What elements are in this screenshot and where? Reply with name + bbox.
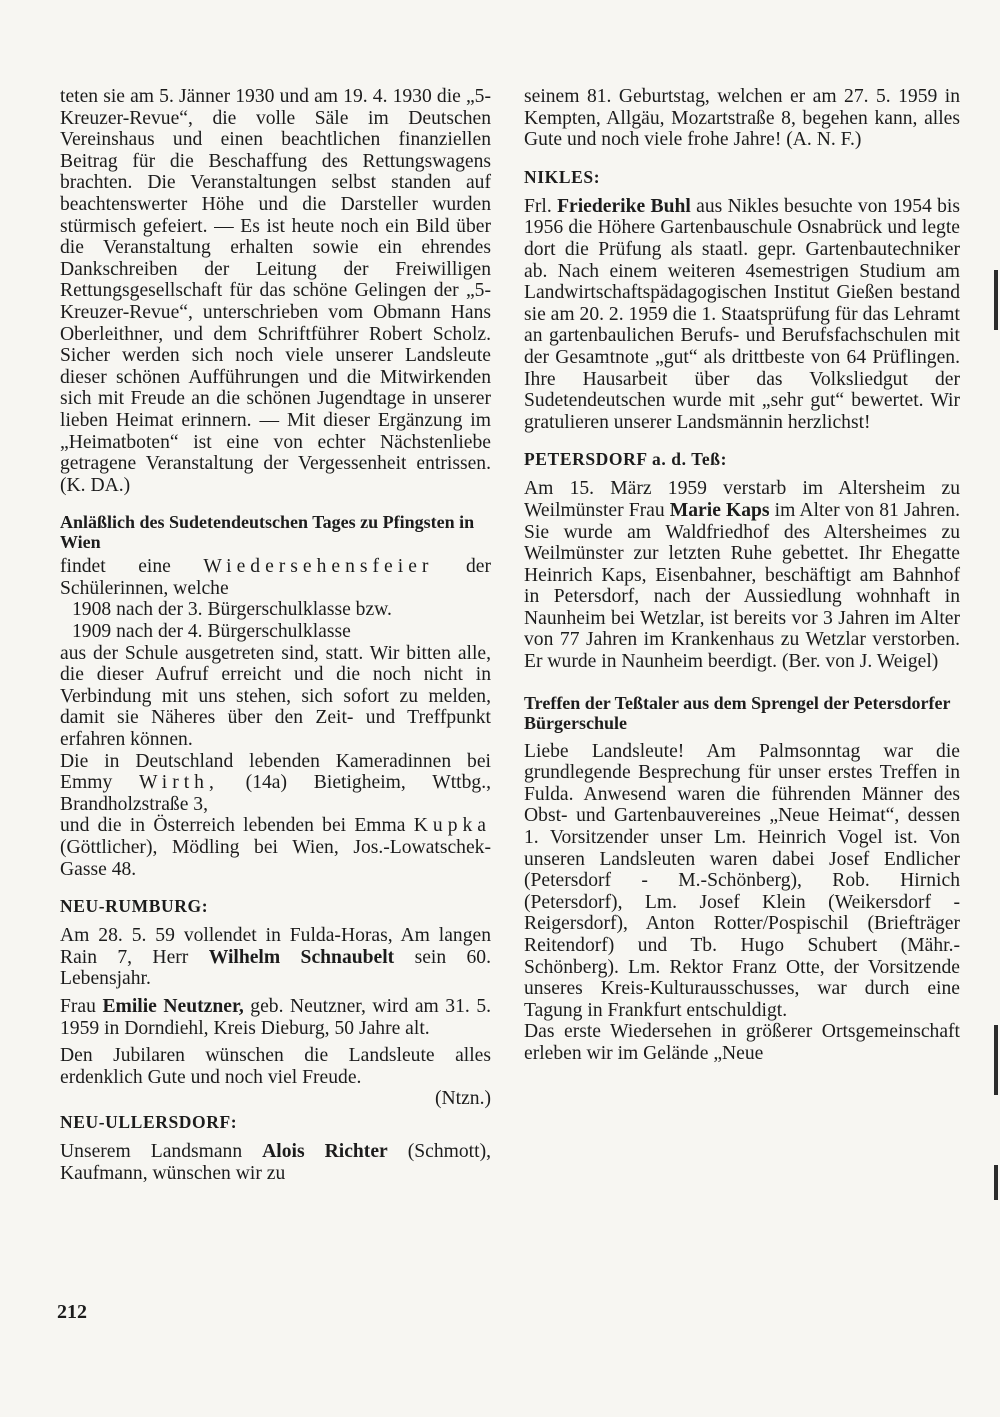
section-heading-neu-rumburg: NEU-RUMBURG:: [60, 896, 209, 917]
scan-edge-mark: [994, 1165, 998, 1200]
section-nikles: [524, 167, 960, 434]
section-petersdorf: [524, 449, 960, 672]
wien-line-1909: 1909 nach der 4. Bürgerschulklasse: [72, 621, 351, 643]
petersdorf-paragraph-1: Am 15. März 1959 verstarb im Altersheim zu Weilmünster Frau Marie Kaps im Alter von 81 Jahren. Sie wurde am Waldfriedhof des Altersheimes zu Weilmünster zur letzten Ruhe gebettet. Ihr Ehegatte Heinrich Kaps, Eisenbahner, beschäftigt am Bahnhof in Petersdorf, nach der Aussiedlung wohnhaft in Naunheim bei Wetzlar, ist bereits vor 3 Jahren im Alter von 77 Jahren im Krankenhaus zu Wetzlar verstorben. Er wurde in Naunheim beerdigt. (Ber. von J. Weigel): [524, 478, 960, 673]
nikles-paragraph-1: Frl. Friederike Buhl aus Nikles besuchte von 1954 bis 1956 die Höhere Gartenbauschule Osnabrück und legte dort die Prüfung als staatl. gepr. Gartenbautechniker ab. Nach einem weiteren 4semestrigen Studium am Landwirtschaftspädagogischen Institut Gießen bestand sie am 20. 2. 1959 die 1. Staatsprüfung für das Lehramt an gartenbaulichen Berufs- und Berufsfachschulen mit der Gesamtnote „gut“ als drittbeste von 64 Prüflingen. Ihre Hausarbeit über das Volksliedgut der Sudetendeutschen wurde mit „sehr gut“ bewertet. Wir gratulieren unserer Landsmännin herzlichst!: [524, 195, 960, 433]
section-treffen: [524, 693, 960, 1065]
treffen-paragraph-2: Das erste Wiedersehen in größerer Ortsgemeinschaft erleben wir im Gelände „Neue: [524, 1021, 960, 1064]
wien-line-1908: 1908 nach der 3. Bürgerschulklasse bzw.: [72, 599, 392, 621]
section-neu-rumburg: [60, 896, 491, 1110]
neu-rumburg-paragraph-2: Frau Emilie Neutzner, geb. Neutzner, wird am 31. 5. 1959 in Dorndiehl, Kreis Dieburg, 50 Jahre alt.: [60, 995, 492, 1039]
treffen-paragraph-1: Liebe Landsleute! Am Palmsonntag war die grundlegende Besprechung für unser erstes Treffen in Fulda. Anwesend waren die führenden Männer des Obst- und Gartenbauvereines „Neue Heimat“, dessen 1. Vorsitzender unser Lm. Heinrich Vogel ist. Von unseren Landsleuten waren dabei Josef Endlicher (Petersdorf - M.-Schönberg), Rob. Hirnich (Petersdorf), Lm. Josef Klein (Weikersdorf - Reigersdorf), Anton Rotter/Pospischil (Briefträger Reitendorf) und Tb. Hugo Schubert (Mähr.-Schönberg). Lm. Rektor Franz Otte, der Vorsitzende unseres Kreis-Kulturausschusses, war durch eine Tagung in Frankfurt entschuldigt.: [524, 740, 960, 1021]
neu-rumburg-paragraph-3: Den Jubilaren wünschen die Landsleute alles erdenklich Gute und noch viel Freude.: [60, 1045, 491, 1088]
scan-edge-mark: [994, 1025, 998, 1095]
neu-ullersdorf-paragraph-1: Unserem Landsmann Alois Richter (Schmott), Kaufmann, wünschen wir zu: [60, 1140, 491, 1184]
section-neu-ullersdorf: [60, 1112, 491, 1184]
scan-edge-mark: [994, 270, 998, 330]
left-column: [60, 86, 491, 1184]
wien-paragraph-2: aus der Schule ausgetreten sind, statt. Wir bitten alle, die dieser Aufruf erreicht und die noch nicht in Verbindung mit uns stehen, sich sofort zu melden, damit sie Näheres über den Zeit- und Treffpunkt erfahren können.: [60, 642, 491, 751]
left-intro-paragraph: teten sie am 5. Jänner 1930 und am 19. 4. 1930 die „5-Kreuzer-Revue“, die volle Säle im Deutschen Vereinshaus und einen beachtlichen finanziellen Beitrag für die Beschaffung des Rettungswagens brachten. Die Veranstaltungen selbst standen auf beachtenswerter Höhe und die Darsteller wurden stürmisch gefeiert. — Es ist heute noch ein Bild über die Veranstaltung erhalten sowie ein ehrendes Dankschreiben der Leitung der Freiwilligen Rettungsgesellschaft für das schöne Gelingen der „5-Kreuzer-Revue“, unterschrieben vom Obmann Hans Oberleithner, und dem Schriftführer Robert Scholz. Sicher werden sich noch viele unserer Landsleute dieser schönen Aufführungen und die Mitwirkenden sich mit Freude an die schönen Jugendtage in unserer lieben Heimat erinnern. — Mit dieser Ergänzung im „Heimatboten“ ist eine von echter Nächstenliebe getragene Veranstaltung der Vergessenheit entrissen. (K. DA.): [60, 86, 491, 496]
right-column: [524, 86, 960, 1065]
section-wien: [60, 512, 491, 880]
section-heading-petersdorf: PETERSDORF a. d. Teß:: [524, 449, 728, 470]
wien-paragraph-1: findet eine Wiedersehensfeier der Schülerinnen, welche: [60, 556, 491, 599]
wien-paragraph-4: und die in Österreich lebenden bei Emma Kupka (Göttlicher), Mödling bei Wien, Jos.-Lowatschek-Gasse 48.: [60, 815, 491, 880]
neu-rumburg-paragraph-1: Am 28. 5. 59 vollendet in Fulda-Horas, Am langen Rain 7, Herr Wilhelm Schnaubelt sein 60. Lebensjahr.: [60, 925, 491, 990]
right-intro-paragraph: seinem 81. Geburtstag, welchen er am 27. 5. 1959 in Kempten, Allgäu, Mozartstraße 8, begehen kann, alles Gute und noch viele frohe Jahre! (A. N. F.): [524, 86, 960, 151]
wien-paragraph-3: Die in Deutschland lebenden Kameradinnen bei Emmy Wirth, (14a) Bietigheim, Wttbg., Brandholzstraße 3,: [60, 750, 491, 815]
section-heading-nikles: NIKLES:: [524, 166, 601, 187]
section-heading-wien: Anläßlich des Sudetendeutschen Tages zu Pfingsten in Wien: [60, 512, 475, 553]
section-heading-neu-ullersdorf: NEU-ULLERSDORF:: [60, 1111, 238, 1132]
neu-rumburg-signature: (Ntzn.): [434, 1088, 491, 1110]
section-heading-treffen: Treffen der Teßtaler aus dem Sprengel der Petersdorfer Bürgerschule: [524, 692, 951, 733]
page-number: 212: [57, 1301, 87, 1323]
